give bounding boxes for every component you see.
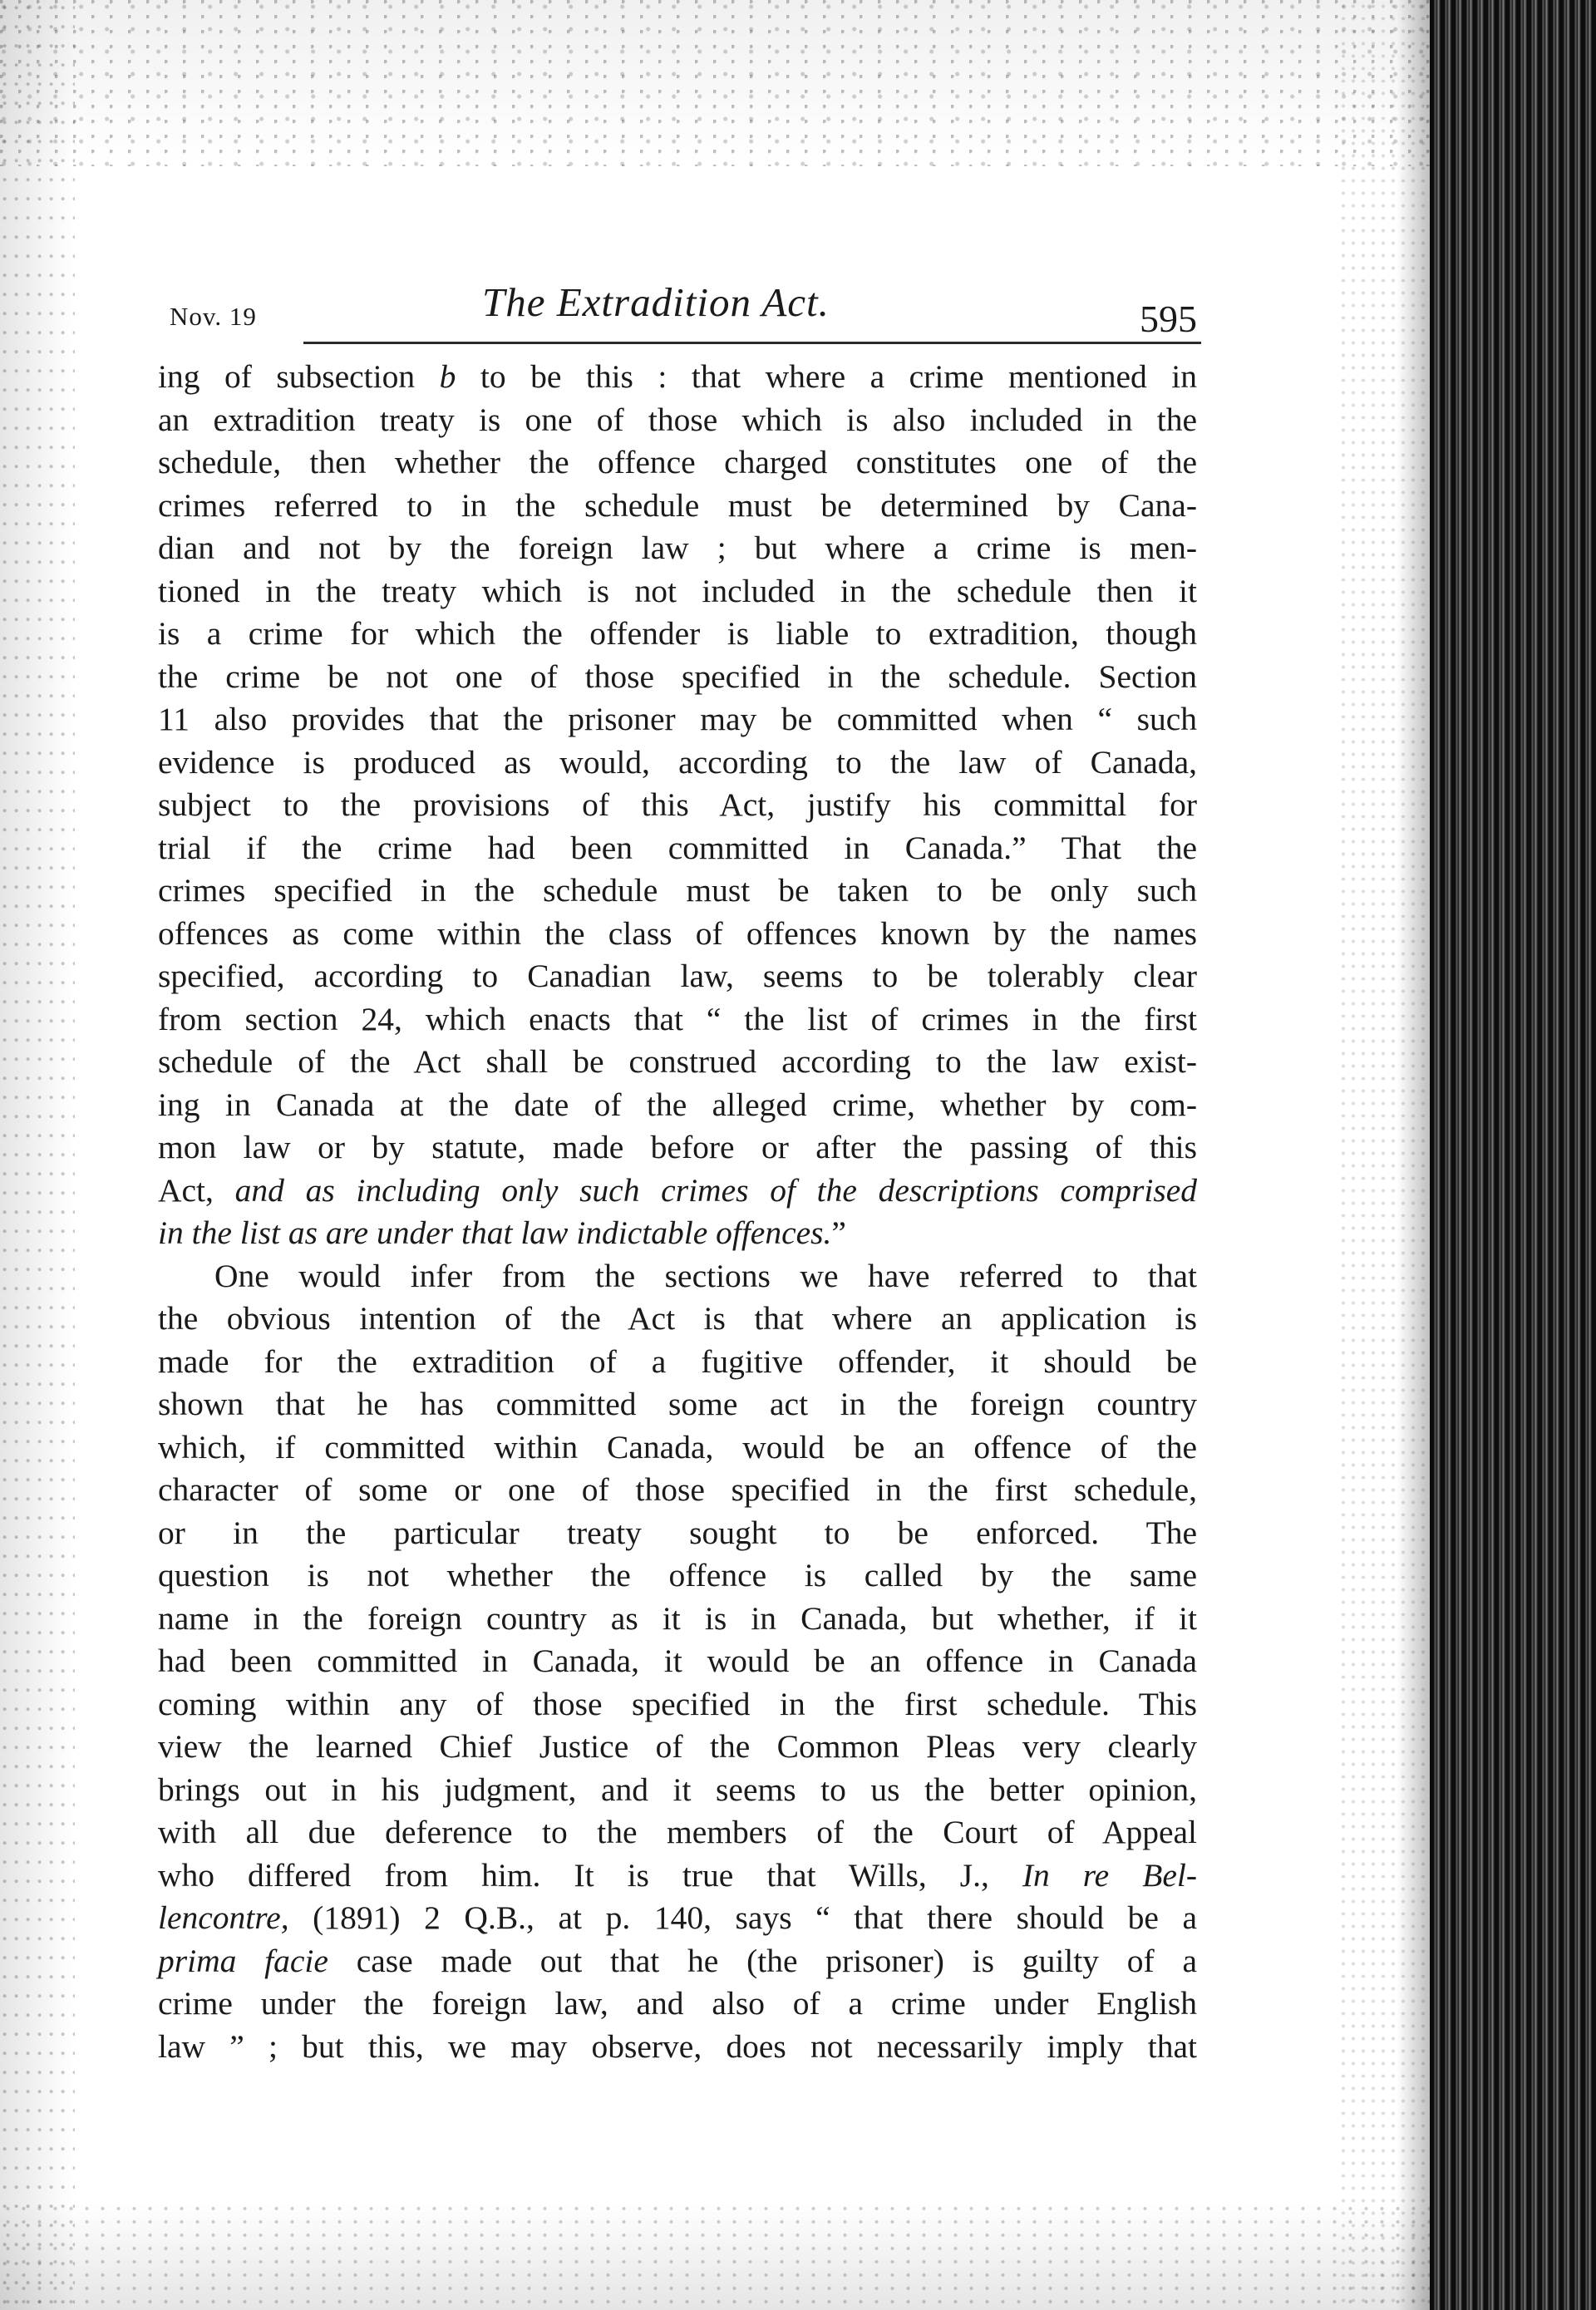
text-line [158, 998, 1197, 1042]
text-segment: evidence is produced as would, according to the law of Canada, [158, 743, 1197, 781]
text-segment: name in the foreign country as it is in Canada, but whether, if it [158, 1599, 1197, 1637]
text-segment: subject to the provisions of this Act, justify his committal for [158, 786, 1197, 823]
text-line [158, 1041, 1197, 1084]
text-segment: coming within any of those specified in the first schedule. This [158, 1685, 1197, 1722]
text-segment: which, if committed within Canada, would be an offence of the [158, 1428, 1197, 1465]
text-segment: schedule of the Act shall be construed according to the law exist- [158, 1043, 1197, 1080]
text-line [158, 527, 1197, 570]
text-line [158, 1469, 1197, 1512]
text-line [158, 955, 1197, 998]
text-line [158, 827, 1197, 870]
text-segment: view the learned Chief Justice of the Common Pleas very clearly [158, 1728, 1197, 1765]
text-line [158, 656, 1197, 699]
text-line [158, 741, 1197, 785]
italic-text-segment: In re Bel- [1022, 1856, 1197, 1894]
header-rule [303, 342, 1201, 344]
text-segment: or in the particular treaty sought to be enforced. The [158, 1514, 1197, 1551]
italic-text-segment: and as including only such crimes of the descriptions comprised [234, 1171, 1197, 1209]
text-line [158, 1255, 1197, 1298]
text-line [158, 869, 1197, 913]
text-line [158, 441, 1197, 485]
text-segment: is a crime for which the offender is liable to extradition, though [158, 615, 1197, 652]
text-segment: an extradition treaty is one of those which is also included in the [158, 401, 1197, 438]
text-segment: case made out that he (the prisoner) is guilty of a [328, 1942, 1197, 1979]
text-segment: crimes specified in the schedule must be taken to be only such [158, 872, 1197, 909]
text-segment: the crime be not one of those specified in the schedule. Section [158, 658, 1197, 695]
text-segment: mon law or by statute, made before or after the passing of this [158, 1129, 1197, 1165]
text-line [158, 1084, 1197, 1127]
text-line [158, 570, 1197, 613]
text-segment: Act, [158, 1171, 235, 1209]
text-segment: crime under the foreign law, and also of a crime under English [158, 1985, 1197, 2022]
book-page-edges [1430, 0, 1596, 2310]
text-segment: to be this : that where a crime mentioned in [456, 358, 1198, 395]
text-segment: had been committed in Canada, it would be an offence in Canada [158, 1643, 1197, 1679]
body-text [158, 356, 1197, 2068]
text-line [158, 1769, 1197, 1812]
italic-text-segment: in the list as are under that law indictable offences. [158, 1214, 832, 1251]
text-line [158, 485, 1197, 528]
text-line [158, 399, 1197, 442]
text-segment: One would infer from the sections we have referred to that [214, 1257, 1197, 1294]
text-line [158, 1341, 1197, 1384]
text-segment: law ” ; but this, we may observe, does not necessarily imply that [158, 2027, 1197, 2065]
text-line [158, 1383, 1197, 1426]
text-line [158, 1170, 1197, 1213]
text-segment: question is not whether the offence is called by the same [158, 1557, 1197, 1593]
text-line [158, 1426, 1197, 1470]
text-line [158, 1811, 1197, 1854]
text-segment: tioned in the treaty which is not included in the schedule then it [158, 572, 1197, 609]
text-segment: shown that he has committed some act in the foreign country [158, 1386, 1197, 1422]
text-line [158, 2026, 1197, 2069]
text-segment: crimes referred to in the schedule must be determined by Cana- [158, 486, 1197, 524]
italic-text-segment: lencontre, [158, 1899, 289, 1936]
text-segment: ” [831, 1214, 846, 1251]
text-segment: (1891) 2 Q.B., at p. 140, says “ that there should be a [288, 1899, 1197, 1936]
text-line [158, 1726, 1197, 1769]
text-line [158, 1598, 1197, 1641]
text-line [158, 1298, 1197, 1341]
text-line [158, 1982, 1197, 2026]
text-line [158, 356, 1197, 399]
text-line [158, 698, 1197, 741]
page-number: 595 [1140, 298, 1197, 340]
text-segment: who differed from him. It is true that Wills, J., [158, 1856, 1022, 1894]
scan-noise-left [0, 0, 75, 2310]
text-segment: specified, according to Canadian law, seems to be tolerably clear [158, 958, 1197, 994]
text-line [158, 1854, 1197, 1898]
text-line [158, 1683, 1197, 1726]
text-segment: character of some or one of those specified in the first schedule, [158, 1471, 1197, 1508]
text-segment: the obvious intention of the Act is that where an application is [158, 1300, 1197, 1337]
text-line [158, 1554, 1197, 1598]
text-segment: trial if the crime had been committed in Canada.” That the [158, 829, 1197, 866]
text-segment: 11 also provides that the prisoner may be committed when “ such [158, 701, 1197, 737]
italic-text-segment: prima facie [158, 1942, 328, 1979]
page-title: The Extradition Act. [482, 279, 830, 325]
italic-text-segment: b [439, 358, 456, 395]
header-date: Nov. 19 [170, 302, 257, 331]
text-line [158, 1940, 1197, 1983]
text-line [158, 1212, 1197, 1255]
text-segment: brings out in his judgment, and it seems to us the better opinion, [158, 1771, 1197, 1808]
text-segment: ing in Canada at the date of the alleged crime, whether by com- [158, 1086, 1197, 1123]
running-head [158, 278, 1197, 349]
text-line [158, 613, 1197, 656]
text-line [158, 913, 1197, 956]
text-line [158, 784, 1197, 827]
text-line [158, 1897, 1197, 1940]
text-segment: made for the extradition of a fugitive offender, it should be [158, 1342, 1197, 1380]
text-segment: from section 24, which enacts that “ the list of crimes in the first [158, 1000, 1197, 1037]
text-line [158, 1512, 1197, 1555]
text-line [158, 1640, 1197, 1683]
text-segment: with all due deference to the members of the Court of Appeal [158, 1814, 1197, 1850]
text-segment: schedule, then whether the offence charged constitutes one of the [158, 444, 1197, 480]
text-segment: ing of subsection [158, 358, 440, 395]
text-line [158, 1126, 1197, 1170]
text-segment: offences as come within the class of offences known by the names [158, 914, 1197, 952]
text-segment: dian and not by the foreign law ; but where a crime is men- [158, 529, 1197, 566]
